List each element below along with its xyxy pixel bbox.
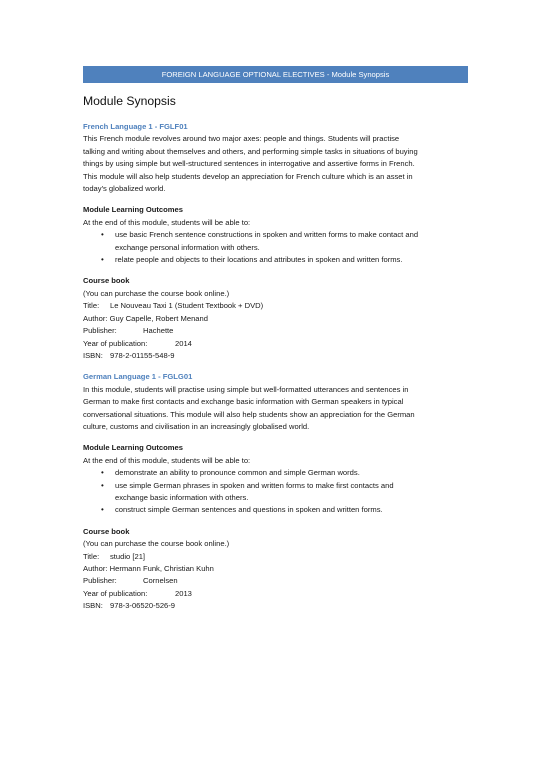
- book-author-row: Author: Hermann Funk, Christian Kuhn: [83, 564, 214, 573]
- synopsis-line: culture, customs and civilisation in an increasingly globalised world.: [83, 421, 310, 431]
- book-publisher-row: Publisher: Cornelsen: [83, 576, 178, 586]
- synopsis-line: This module will also help students develop an appreciation for French culture which is an asset in: [83, 171, 413, 181]
- outcomes-list: [83, 229, 473, 266]
- header-banner: FOREIGN LANGUAGE OPTIONAL ELECTIVES - Module Synopsis: [83, 66, 468, 83]
- book-publisher-row: Publisher: Hachette: [83, 326, 174, 336]
- book-author-row: Author: Guy Capelle, Robert Menand: [83, 313, 208, 323]
- book-year-row: Year of publication: 2014: [83, 338, 192, 348]
- synopsis-line: things by using simple but well-structured sentences in interrogative and assertive forms in French.: [83, 159, 415, 169]
- module-heading: German Language 1 - FGLG01: [83, 372, 193, 382]
- book-isbn-row: ISBN: 978-3-06520-526-9: [83, 601, 176, 611]
- course-book-heading: Course book: [83, 526, 130, 536]
- page-title: Module Synopsis: [83, 94, 176, 108]
- synopsis-line: German to make first contacts and exchange basic information with German speakers in typical: [83, 397, 404, 407]
- outcome-item: • relate people and objects to their locations and attributes in spoken and written forms.: [83, 254, 473, 266]
- outcome-item: • use basic French sentence constructions in spoken and written forms to make contact and exchange personal information with others.: [83, 229, 473, 254]
- document-body: [83, 93, 473, 613]
- synopsis-line: This French module revolves around two major axes: people and things. Students will practise: [83, 134, 400, 144]
- module-heading: French Language 1 - FGLF01: [83, 122, 188, 131]
- module-french: [83, 121, 473, 362]
- outcome-item: • use simple German phrases in spoken and written forms to make first contacts and exchange basic information with others.: [83, 480, 473, 505]
- outcomes-intro: At the end of this module, students will be able to:: [83, 455, 251, 465]
- course-book-heading: Course book: [83, 276, 130, 286]
- outcome-item: • demonstrate an ability to pronounce common and simple German words.: [83, 467, 473, 479]
- book-year-row: Year of publication: 2013: [83, 588, 192, 598]
- synopsis-line: conversational situations. This module will also help students show an appreciation for the German: [83, 409, 415, 419]
- book-isbn-row: ISBN: 978-2-01155-548-9: [83, 350, 175, 360]
- course-book-note: (You can purchase the course book online.): [83, 288, 230, 298]
- outcome-item: • construct simple German sentences and questions in spoken and written forms.: [83, 504, 473, 516]
- synopsis-line: In this module, students will practise using simple but well-formatted utterances and sentences in: [83, 384, 409, 394]
- outcomes-heading: Module Learning Outcomes: [83, 443, 183, 453]
- module-german: [83, 371, 473, 612]
- outcomes-list: [83, 467, 473, 517]
- outcomes-intro: At the end of this module, students will be able to:: [83, 217, 251, 227]
- course-book-note: (You can purchase the course book online.): [83, 539, 230, 549]
- outcomes-heading: Module Learning Outcomes: [83, 205, 183, 215]
- synopsis-line: today's globalized world.: [83, 184, 166, 194]
- book-title-row: Title: Le Nouveau Taxi 1 (Student Textbook + DVD): [83, 301, 264, 311]
- synopsis-line: talking and writing about themselves and others, and performing simple tasks in situations of buying: [83, 146, 418, 156]
- book-title-row: Title: studio [21]: [83, 551, 146, 561]
